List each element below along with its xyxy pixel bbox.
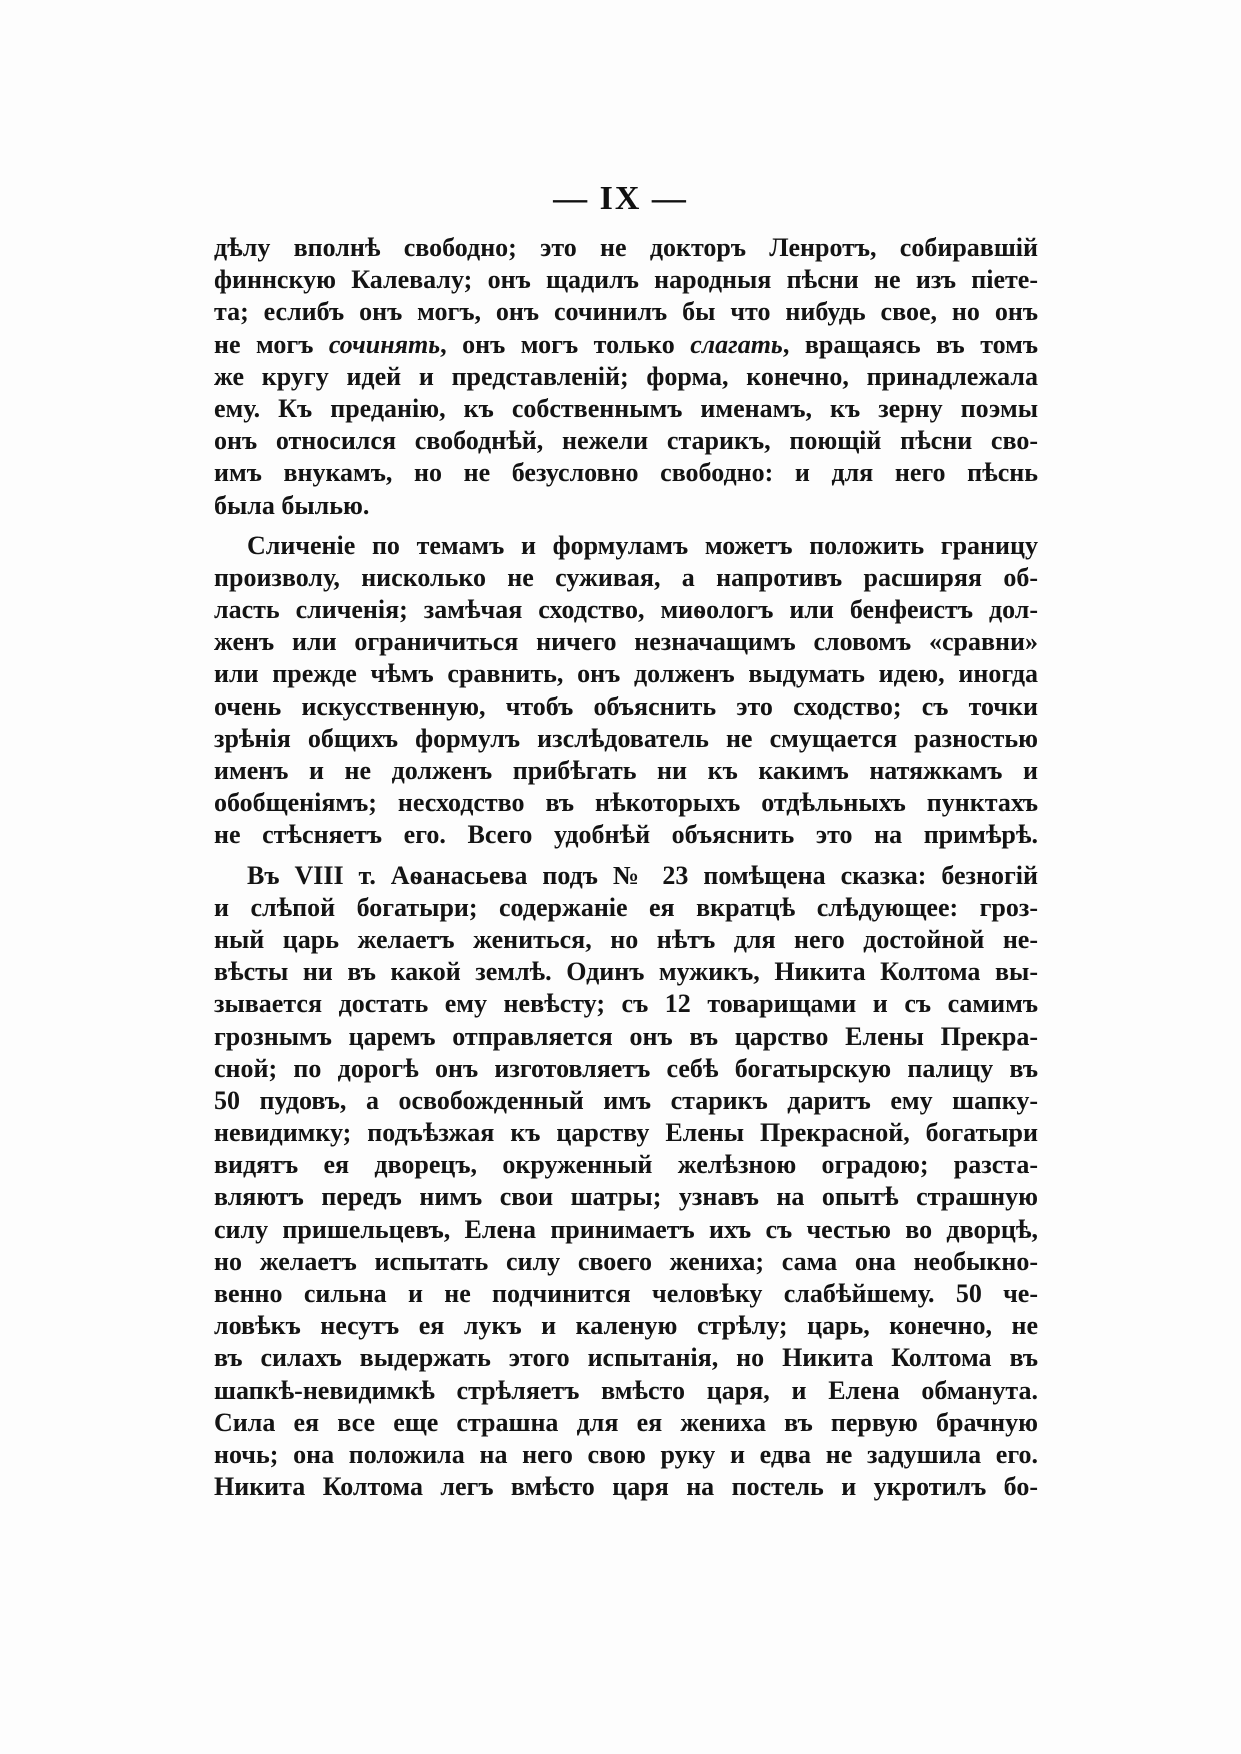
text-line: вѣсты ни въ какой землѣ. Одинъ мужикъ, Никита Колтома вы- <box>214 957 1038 987</box>
text-line: именъ и не долженъ прибѣгать ни къ какимъ натяжкамъ и <box>214 756 1038 785</box>
text-line: Сила ея все еще страшна для ея жениха въ первую брачную <box>214 1407 1038 1437</box>
text-line: 50 пудовъ, а освобожденный имъ старикъ даритъ ему шапку- <box>214 1085 1038 1115</box>
page-number: — IX — <box>553 180 688 217</box>
paragraph-2 <box>214 530 1038 852</box>
text-line: Въ VIII т. Аѳанасьева подъ № 23 помѣщена сказка: безногій <box>247 860 1038 890</box>
text-line: зрѣнія общихъ формулъ изслѣдователь не смущается разностью <box>214 723 1038 753</box>
text-line: и слѣпой богатыри; содержаніе ея вкратцѣ слѣдующее: гроз- <box>214 892 1038 922</box>
text-line: была былью. <box>214 490 370 520</box>
text-line: та; еслибъ онъ могъ, онъ сочинилъ бы что нибудь свое, но онъ <box>214 297 1038 327</box>
body-text <box>214 232 1038 1503</box>
italic-word: слагать <box>690 329 783 359</box>
paragraph-3 <box>214 860 1038 1504</box>
text-line: финнскую Калевалу; онъ щадилъ народныя пѣсни не изъ піете- <box>214 265 1038 295</box>
text-line: дѣлу вполнѣ свободно; это не докторъ Ленротъ, собиравшій <box>214 233 1038 262</box>
text-run: , вращаясь въ томъ <box>782 329 1038 359</box>
text-line: Сличеніе по темамъ и формуламъ можетъ положить границу <box>247 530 1038 560</box>
text-line: имъ внукамъ, но не безусловно свободно: и для него пѣснь <box>214 458 1038 488</box>
text-line: видятъ ея дворецъ, окруженный желѣзною оградою; разста- <box>214 1150 1038 1180</box>
text-line: невидимку; подъѣзжая къ царству Елены Прекрасной, богатыри <box>214 1118 1038 1148</box>
text-line: женъ или ограничиться ничего незначащимъ словомъ «сравни» <box>214 627 1038 657</box>
text-line: но желаетъ испытать силу своего жениха; сама она необыкно- <box>214 1246 1038 1276</box>
text-line: венно сильна и не подчинится человѣку слабѣйшему. 50 че- <box>214 1279 1038 1308</box>
text-line: грознымъ царемъ отправляется онъ въ царство Елены Прекра- <box>214 1021 1038 1051</box>
text-line: ловѣкъ несутъ ея лукъ и каленую стрѣлу; царь, конечно, не <box>214 1311 1038 1341</box>
text-line: вляютъ передъ нимъ свои шатры; узнавъ на опытѣ страшную <box>214 1182 1038 1212</box>
text-line: зывается достать ему невѣсту; съ 12 товарищами и съ самимъ <box>214 989 1038 1019</box>
text-line: не стѣсняетъ его. Всего удобнѣй объяснить это на примѣрѣ. <box>214 820 1038 850</box>
text-line: же кругу идей и представленій; форма, конечно, принадлежала <box>214 361 1038 391</box>
text-line: обобщеніямъ; несходство въ нѣкоторыхъ отдѣльныхъ пунктахъ <box>214 788 1038 818</box>
italic-word: сочинять <box>328 329 441 359</box>
text-run: , онъ могъ только <box>440 329 691 359</box>
text-line: или прежде чѣмъ сравнить, онъ долженъ выдумать идею, иногда <box>214 659 1038 689</box>
text-line: ночь; она положила на него свою руку и едва не задушила его. <box>214 1439 1038 1469</box>
text-line: очень искусственную, чтобъ объяснить это сходство; съ точки <box>214 691 1038 721</box>
text-line: Никита Колтома легъ вмѣсто царя на постель и укротилъ бо- <box>214 1472 1038 1502</box>
text-line: ему. Къ преданію, къ собственнымъ именамъ, къ зерну поэмы <box>214 393 1038 423</box>
text-line <box>214 329 1038 361</box>
text-line: ный царь желаетъ жениться, но нѣтъ для него достойной не- <box>214 924 1038 954</box>
text-run: не могъ <box>214 329 329 359</box>
text-line: сной; по дорогѣ онъ изготовляетъ себѣ богатырскую палицу въ <box>214 1053 1038 1083</box>
text-line: произволу, нисколько не суживая, а напротивъ расширяя об- <box>214 562 1038 592</box>
text-line: въ силахъ выдержать этого испытанія, но Никита Колтома въ <box>214 1343 1038 1373</box>
text-line: онъ относился свободнѣй, нежели старикъ, поющій пѣсни сво- <box>214 426 1038 456</box>
paragraph-1 <box>214 232 1038 522</box>
text-line: силу пришельцевъ, Елена принимаетъ ихъ съ честью во дворцѣ, <box>214 1214 1038 1244</box>
text-line: ласть сличенія; замѣчая сходство, миѳологъ или бенфеистъ дол- <box>214 595 1038 625</box>
text-line: шапкѣ-невидимкѣ стрѣляетъ вмѣсто царя, и Елена обманута. <box>214 1375 1038 1405</box>
